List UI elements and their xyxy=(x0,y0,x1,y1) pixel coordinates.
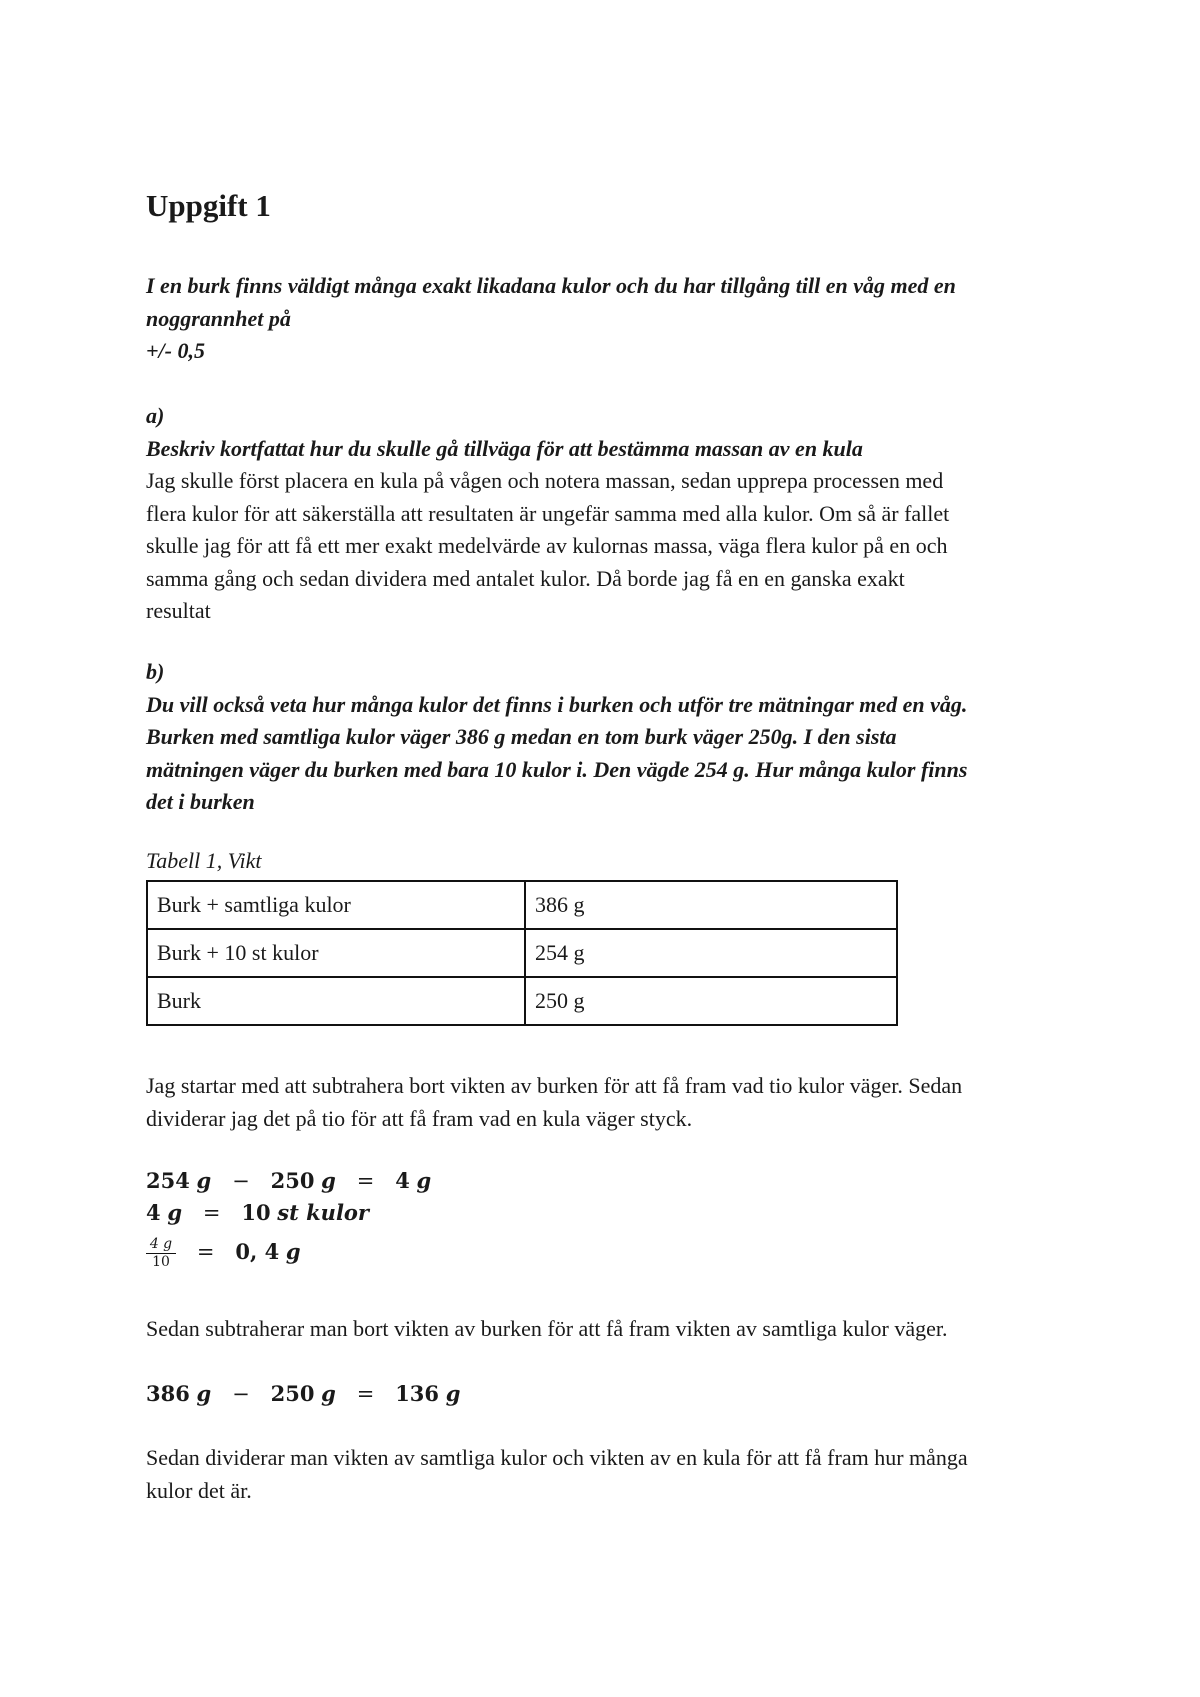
table-cell-weight: 254 g xyxy=(525,929,897,977)
intro-text xyxy=(146,270,1076,368)
eq-term: 4 xyxy=(146,1200,161,1225)
eq-unit: g xyxy=(167,1200,182,1225)
eq-unit: g xyxy=(416,1168,432,1193)
eq-operator: = xyxy=(356,1169,375,1193)
part-a-answer-line: flera kulor för att säkerställa att resultaten är ungefär samma med alla kulor. Om så är fallet xyxy=(146,500,950,526)
weights-table xyxy=(146,880,898,1026)
equation-4 xyxy=(146,1378,460,1410)
intro-line: I en burk finns väldigt många exakt likadana kulor och du har tillgång till en våg med en xyxy=(146,273,956,298)
eq-fraction xyxy=(146,1236,176,1271)
eq-term: 250 xyxy=(270,1381,315,1406)
part-b-label: b) xyxy=(146,659,165,684)
equation-3 xyxy=(146,1236,301,1271)
explanation-line: Sedan subtraherar man bort vikten av burken för att få fram vikten av samtliga kulor väger. xyxy=(146,1316,948,1341)
part-b-question-line: Du vill också veta hur många kulor det finns i burken och utför tre mätningar med en våg. xyxy=(146,691,968,717)
eq-operator: = xyxy=(356,1382,375,1406)
explanation-3 xyxy=(146,1442,1076,1507)
eq-unit: g xyxy=(196,1168,212,1193)
eq-operator: = xyxy=(196,1240,215,1264)
intro-line: noggrannhet på xyxy=(146,305,291,331)
eq-unit: st kulor xyxy=(277,1200,369,1225)
part-a-answer-line: skulle jag för att få ett mer exakt medelvärde av kulornas massa, väga flera kulor på en och xyxy=(146,533,948,558)
table-cell-item: Burk xyxy=(147,977,525,1025)
equation-1 xyxy=(146,1165,431,1197)
part-b xyxy=(146,656,1076,819)
eq-operator: − xyxy=(232,1382,250,1406)
page-title: Uppgift 1 xyxy=(146,188,271,223)
table-row xyxy=(147,929,897,977)
eq-term: 254 xyxy=(146,1168,190,1193)
table-cell-item: Burk + 10 st kulor xyxy=(147,929,525,977)
table-cell-item: Burk + samtliga kulor xyxy=(147,881,525,929)
part-a-answer-line: Jag skulle först placera en kula på vågen och notera massan, sedan upprepa processen med xyxy=(146,468,944,493)
eq-term: 386 xyxy=(146,1381,190,1406)
eq-term: 0, 4 xyxy=(235,1239,280,1264)
explanation-line: Jag startar med att subtrahera bort vikten av burken för att få fram vad tio kulor väger. Sedan xyxy=(146,1073,963,1098)
fraction-denominator: 10 xyxy=(152,1254,170,1270)
eq-unit: g xyxy=(445,1381,461,1406)
eq-term: 136 xyxy=(395,1381,440,1406)
part-a-question: Beskriv kortfattat hur du skulle gå tillväga för att bestämma massan av en kula xyxy=(146,435,863,461)
eq-operator: − xyxy=(232,1169,250,1193)
eq-term: 4 xyxy=(395,1168,410,1193)
eq-unit: g xyxy=(196,1381,212,1406)
table-cell-weight: 386 g xyxy=(525,881,897,929)
part-a xyxy=(146,400,1076,628)
fraction-numerator: 4 g xyxy=(146,1236,176,1254)
eq-unit: g xyxy=(321,1381,336,1406)
table-row xyxy=(147,881,897,929)
part-b-question-line: Burken med samtliga kulor väger 386 g medan en tom burk väger 250g. I den sista xyxy=(146,724,897,749)
table-caption: Tabell 1, Vikt xyxy=(146,848,262,873)
part-b-question-line: det i burken xyxy=(146,789,255,814)
explanation-line: Sedan dividerar man vikten av samtliga kulor och vikten av en kula för att få fram hur många xyxy=(146,1445,968,1470)
intro-line: +/- 0,5 xyxy=(146,338,205,363)
eq-term: 10 xyxy=(241,1200,271,1225)
eq-unit: g xyxy=(285,1239,301,1264)
equation-2 xyxy=(146,1197,369,1229)
part-b-question-line: mätningen väger du burken med bara 10 kulor i. Den vägde 254 g. Hur många kulor finns xyxy=(146,756,968,782)
table-row xyxy=(147,977,897,1025)
explanation-line: kulor det är. xyxy=(146,1477,252,1503)
table-cell-weight: 250 g xyxy=(525,977,897,1025)
part-a-answer-line: resultat xyxy=(146,598,211,623)
eq-unit: g xyxy=(321,1168,336,1193)
part-a-label: a) xyxy=(146,403,165,428)
eq-term: 250 xyxy=(270,1168,315,1193)
explanation-line: dividerar jag det på tio för att få fram vad en kula väger styck. xyxy=(146,1105,693,1131)
explanation-2 xyxy=(146,1313,1076,1346)
part-a-answer-line: samma gång och sedan dividera med antalet kulor. Då borde jag få en en ganska exakt xyxy=(146,565,905,591)
eq-operator: = xyxy=(202,1201,221,1225)
explanation-1 xyxy=(146,1070,1076,1135)
